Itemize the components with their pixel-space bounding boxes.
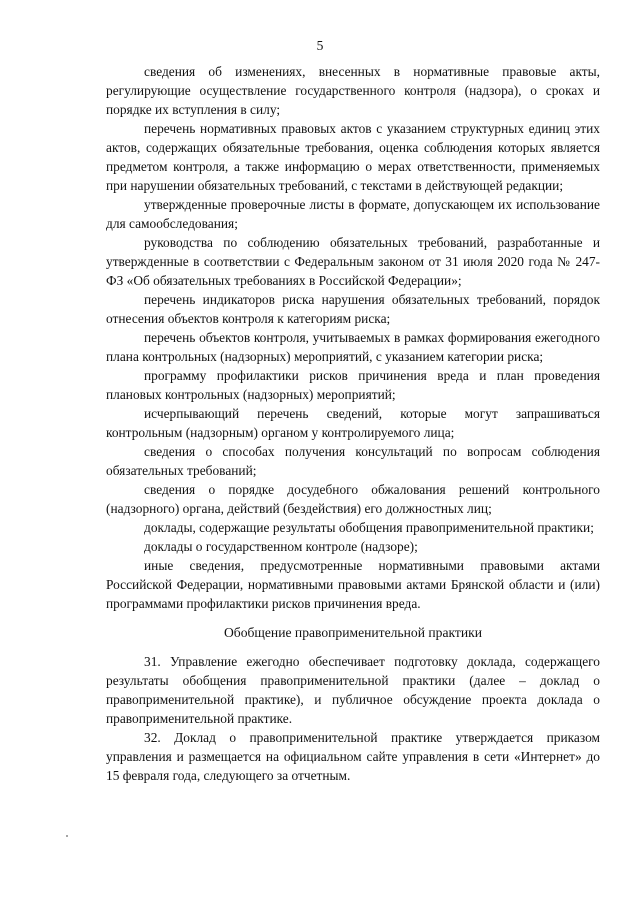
list-item: доклады о государственном контроле (надзоре); <box>144 539 418 554</box>
section-heading: Обобщение правоприменительной практики <box>223 625 482 640</box>
list-item: доклады, содержащие результаты обобщения правоприменительной практики; <box>144 520 594 535</box>
list-item: руководства по соблюдению обязательных требований, разработанные и утвержденные в соответствии с Федеральным законом от 31 июля 2020 года № 247-ФЗ «Об обязательных требованиях в Российской Федерации»; <box>106 235 600 288</box>
list-item: утвержденные проверочные листы в формате, допускающем их использование для самообследования; <box>106 197 600 231</box>
list-item: сведения о способах получения консультаций по вопросам соблюдения обязательных требований; <box>106 444 600 478</box>
scan-speck <box>66 835 68 837</box>
list-item: перечень объектов контроля, учитываемых в рамках формирования ежегодного плана контрольных (надзорных) мероприятий, с указанием категории риска; <box>106 330 600 364</box>
numbered-paragraph: 31. Управление ежегодно обеспечивает подготовку доклада, содержащего результаты обобщения правоприменительной практики (далее – доклад о правоприменительной практике), и публичное обсуждение проекта доклада о правоприменительной практике. <box>106 654 600 726</box>
list-item: иные сведения, предусмотренные нормативными правовыми актами Российской Федерации, нормативными правовыми актами Брянской области и (или) программами профилактики рисков причинения вреда. <box>106 558 600 611</box>
list-item: перечень нормативных правовых актов с указанием структурных единиц этих актов, содержащих обязательные требования, оценка соблюдения которых является предметом контроля, а также информацию о мерах ответственности, применяемых при нарушении обязательных требований, с текстами в действующей редакции; <box>106 121 600 193</box>
document-body <box>106 62 600 785</box>
list-item: исчерпывающий перечень сведений, которые могут запрашиваться контрольным (надзорным) органом у контролируемого лица; <box>106 406 600 440</box>
list-item: программу профилактики рисков причинения вреда и план проведения плановых контрольных (надзорных) мероприятий; <box>106 368 600 402</box>
list-item: сведения о порядке досудебного обжалования решений контрольного (надзорного) органа, действий (бездействия) его должностных лиц; <box>106 482 600 516</box>
list-item: сведения об изменениях, внесенных в нормативные правовые акты, регулирующие осуществление государственного контроля (надзора), о сроках и порядке их вступления в силу; <box>106 64 600 117</box>
page-number: 5 <box>316 38 324 53</box>
numbered-paragraph: 32. Доклад о правоприменительной практике утверждается приказом управления и размещается на официальном сайте управления в сети «Интернет» до 15 февраля года, следующего за отчетным. <box>106 730 600 783</box>
list-item: перечень индикаторов риска нарушения обязательных требований, порядок отнесения объектов контроля к категориям риска; <box>106 292 600 326</box>
